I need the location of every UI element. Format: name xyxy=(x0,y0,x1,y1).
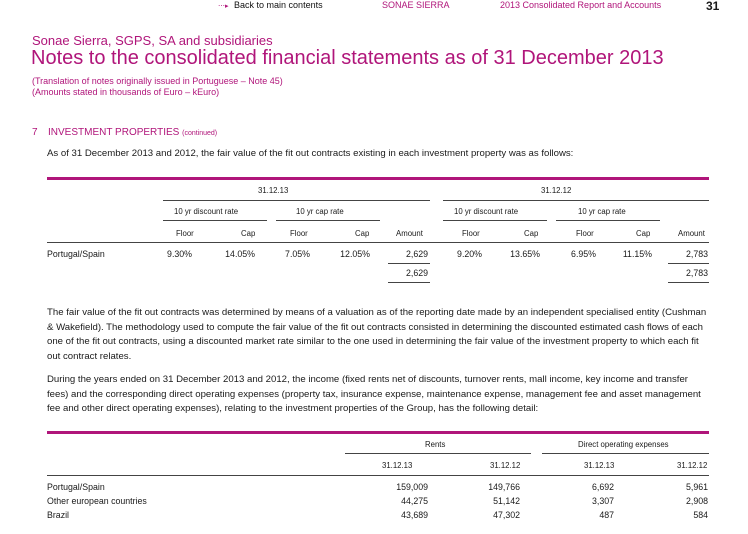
page-title: Notes to the consolidated financial statements as of 31 December 2013 xyxy=(31,47,664,69)
report-title: 2013 Consolidated Report and Accounts xyxy=(500,0,662,10)
table-cell: 9.30% xyxy=(167,249,192,259)
section-intro: As of 31 December 2013 and 2012, the fair value of the fit out contracts existing in each investment property was as follows: xyxy=(47,148,574,159)
translation-note: (Translation of notes originally issued in Portuguese – Note 45) xyxy=(32,76,283,86)
rule xyxy=(668,282,709,283)
rule xyxy=(163,200,430,201)
row-label: Portugal/Spain xyxy=(47,482,105,492)
amount-header: Amount xyxy=(396,229,423,238)
rule xyxy=(163,220,267,221)
row-label: Other european countries xyxy=(47,496,147,506)
total-2012: 2,783 xyxy=(685,268,708,278)
rents-header: Rents xyxy=(425,440,446,449)
rule xyxy=(556,220,660,221)
period-2012-header: 31.12.12 xyxy=(541,186,572,195)
floor-header: Floor xyxy=(576,229,594,238)
floor-header: Floor xyxy=(176,229,194,238)
table-cell: 14.05% xyxy=(225,249,255,259)
amount-header: Amount xyxy=(678,229,705,238)
table-top-rule xyxy=(47,431,709,434)
rule xyxy=(276,220,380,221)
table-cell: 43,689 xyxy=(401,510,428,520)
table-cell: 584 xyxy=(693,510,708,520)
row-label: Brazil xyxy=(47,510,69,520)
methodology-paragraph: The fair value of the fit out contracts was determined by means of a valuation as of the reporting date made by an independent specialised entity (Cushman & Wakefield). The methodology used to compute the fair value of the fit out contracts consisted in determining the discounted estimated cash flows of each one of the fit out contracts, using a discounted market rate similar to the one used in determining the fair value of the investment property to which each fit out contract relates. xyxy=(47,307,707,362)
date-header: 31.12.13 xyxy=(382,461,413,470)
table-cell: 7.05% xyxy=(285,249,310,259)
table-cell: 2,908 xyxy=(685,496,708,506)
income-paragraph: During the years ended on 31 December 2013 and 2012, the income (fixed rents net of discounts, turnover rents, mall income, key income and transfer fees) and the corresponding direct operating expenses (property tax, insurance expense, maintenance expense, management fee and asset management fee and other direct operating expenses), relating to the investment properties of the Group, has the following detail: xyxy=(47,374,701,414)
rule xyxy=(668,263,709,264)
section-heading xyxy=(32,127,217,138)
table-cell: 6,692 xyxy=(591,482,614,492)
section-continued: (continued) xyxy=(182,130,218,137)
rule xyxy=(388,263,430,264)
table-cell: 149,766 xyxy=(488,482,520,492)
company-name: Sonae Sierra, SGPS, SA and subsidiaries xyxy=(32,33,273,48)
rule xyxy=(542,453,709,454)
table-cell: 13.65% xyxy=(510,249,540,259)
date-header: 31.12.12 xyxy=(677,461,708,470)
rule xyxy=(47,242,709,243)
date-header: 31.12.12 xyxy=(490,461,521,470)
table-cell: 159,009 xyxy=(396,482,428,492)
table-cell: 487 xyxy=(599,510,614,520)
date-header: 31.12.13 xyxy=(584,461,615,470)
table-cell: 3,307 xyxy=(591,496,614,506)
cap-header: Cap xyxy=(636,229,651,238)
back-to-main-link[interactable]: ⋯▸ Back to main contents xyxy=(218,0,323,10)
rule xyxy=(47,475,709,476)
row-label: Portugal/Spain xyxy=(47,249,105,259)
table-cell: 5,961 xyxy=(685,482,708,492)
table-cell: 47,302 xyxy=(493,510,520,520)
rule xyxy=(388,282,430,283)
discount-rate-header-2012: 10 yr discount rate xyxy=(454,207,519,216)
rule xyxy=(443,220,547,221)
period-2013-header: 31.12.13 xyxy=(258,186,289,195)
table-cell: 51,142 xyxy=(493,496,520,506)
table-cell: 6.95% xyxy=(571,249,596,259)
table-cell: 2,783 xyxy=(685,249,708,259)
table-cell: 11.15% xyxy=(622,249,652,259)
expenses-header: Direct operating expenses xyxy=(578,440,669,449)
section-number: 7 xyxy=(32,127,38,138)
back-arrow-icon: ⋯▸ xyxy=(218,3,229,10)
floor-header: Floor xyxy=(290,229,308,238)
cap-header: Cap xyxy=(355,229,370,238)
table-cell: 44,275 xyxy=(401,496,428,506)
cap-header: Cap xyxy=(241,229,256,238)
discount-rate-header-2013: 10 yr discount rate xyxy=(174,207,239,216)
page-number: 31 xyxy=(706,0,720,13)
rule xyxy=(345,453,531,454)
table-cell: 2,629 xyxy=(405,249,428,259)
table-cell: 9.20% xyxy=(457,249,482,259)
floor-header: Floor xyxy=(462,229,480,238)
amounts-note: (Amounts stated in thousands of Euro – kEuro) xyxy=(32,87,220,97)
cap-header: Cap xyxy=(524,229,539,238)
brand-label: SONAE SIERRA xyxy=(382,0,450,10)
total-2013: 2,629 xyxy=(405,268,428,278)
table-cell: 12.05% xyxy=(340,249,370,259)
cap-rate-header-2013: 10 yr cap rate xyxy=(296,207,344,216)
cap-rate-header-2012: 10 yr cap rate xyxy=(578,207,626,216)
table-top-rule xyxy=(47,177,709,180)
section-title: INVESTMENT PROPERTIES xyxy=(48,127,180,138)
rule xyxy=(443,200,709,201)
